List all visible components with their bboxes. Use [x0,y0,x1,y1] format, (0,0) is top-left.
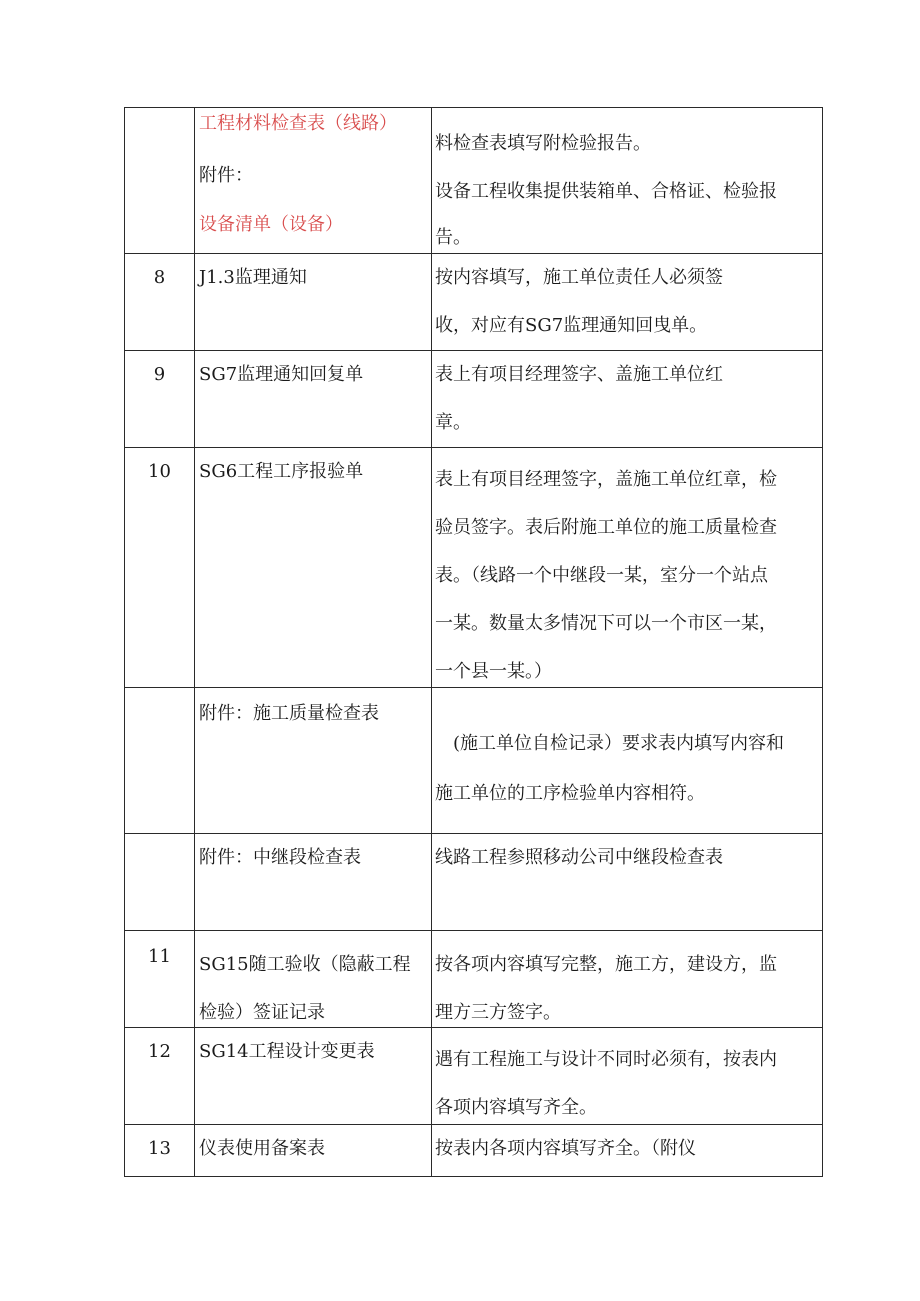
table-row [125,1028,823,1125]
item-line: 检验）签证记录 [199,1002,325,1023]
table-row [125,834,823,931]
table-row [125,108,823,254]
item-line: 附件：施工质量检查表 [199,703,379,724]
row-number [125,834,195,931]
requirement-line: 表上有项目经理签字，盖施工单位红章，检 [435,469,777,490]
item-line: SG15随工验收（隐蔽工程 [199,954,411,975]
requirement-line: 按表内各项内容填写齐全。（附仪 [435,1138,696,1159]
item-cell [195,931,432,1028]
item-cell [195,448,432,688]
requirement-line: 一个县一某。） [435,661,552,682]
item-cell [195,688,432,834]
item-line: 附件：中继段检查表 [199,847,361,868]
item-line: SG6工程工序报验单 [199,461,364,482]
requirement-line: 一某。数量太多情况下可以一个市区一某， [435,613,777,634]
requirement-line: (施工单位自检记录）要求表内填写内容和 [435,733,785,754]
item-cell [195,1028,432,1125]
requirement-cell [432,1028,823,1125]
acceptance-document-table [124,107,823,1177]
table-row [125,254,823,351]
table-row [125,448,823,688]
item-line: SG7监理通知回复单 [199,364,364,385]
item-cell [195,1125,432,1177]
item-cell [195,108,432,254]
row-number: 12 [125,1028,195,1125]
requirement-line: 表。（线路一个中继段一某，室分一个站点 [435,565,768,586]
item-cell [195,834,432,931]
row-number: 8 [125,254,195,351]
item-line: 附件： [199,165,253,186]
requirement-line: 告。 [435,227,471,248]
requirement-line: 按各项内容填写完整，施工方，建设方，监 [435,954,777,975]
requirement-line: 收，对应有SG7监理通知回曳单。 [435,315,708,336]
requirement-cell [432,448,823,688]
row-number [125,108,195,254]
row-number: 13 [125,1125,195,1177]
requirement-line: 线路工程参照移动公司中继段检查表 [435,847,723,868]
requirement-line: 施工单位的工序检验单内容相符。 [435,783,705,804]
item-line: 仪表使用备案表 [199,1138,325,1159]
requirement-cell [432,834,823,931]
requirement-cell [432,108,823,254]
requirement-cell [432,688,823,834]
item-cell [195,351,432,448]
requirement-line: 各项内容填写齐全。 [435,1097,597,1118]
requirement-line: 表上有项目经理签字、盖施工单位红 [435,364,723,385]
requirement-cell [432,351,823,448]
table-row [125,688,823,834]
row-number: 9 [125,351,195,448]
requirement-line: 料检查表填写附检验报告。 [435,133,651,154]
item-line: 设备清单（设备） [199,214,343,235]
requirement-cell [432,254,823,351]
row-number: 10 [125,448,195,688]
table-row [125,1125,823,1177]
requirement-line: 遇有工程施工与设计不同时必须有，按表内 [435,1049,777,1070]
requirement-line: 按内容填写，施工单位责任人必须签 [435,267,723,288]
table-row [125,351,823,448]
requirement-line: 章。 [435,412,471,433]
item-line: 工程材料检查表（线路） [199,113,397,134]
requirement-line: 理方三方签字。 [435,1002,561,1023]
item-line: SG14工程设计变更表 [199,1041,375,1062]
item-line: J1.3监理通知 [199,267,307,288]
requirement-line: 设备工程收集提供装箱单、合格证、检验报 [435,181,777,202]
table-row [125,931,823,1028]
row-number: 11 [125,931,195,1028]
item-cell [195,254,432,351]
requirement-line: 验员签字。表后附施工单位的施工质量检查 [435,517,777,538]
requirement-cell [432,1125,823,1177]
row-number [125,688,195,834]
requirement-cell [432,931,823,1028]
